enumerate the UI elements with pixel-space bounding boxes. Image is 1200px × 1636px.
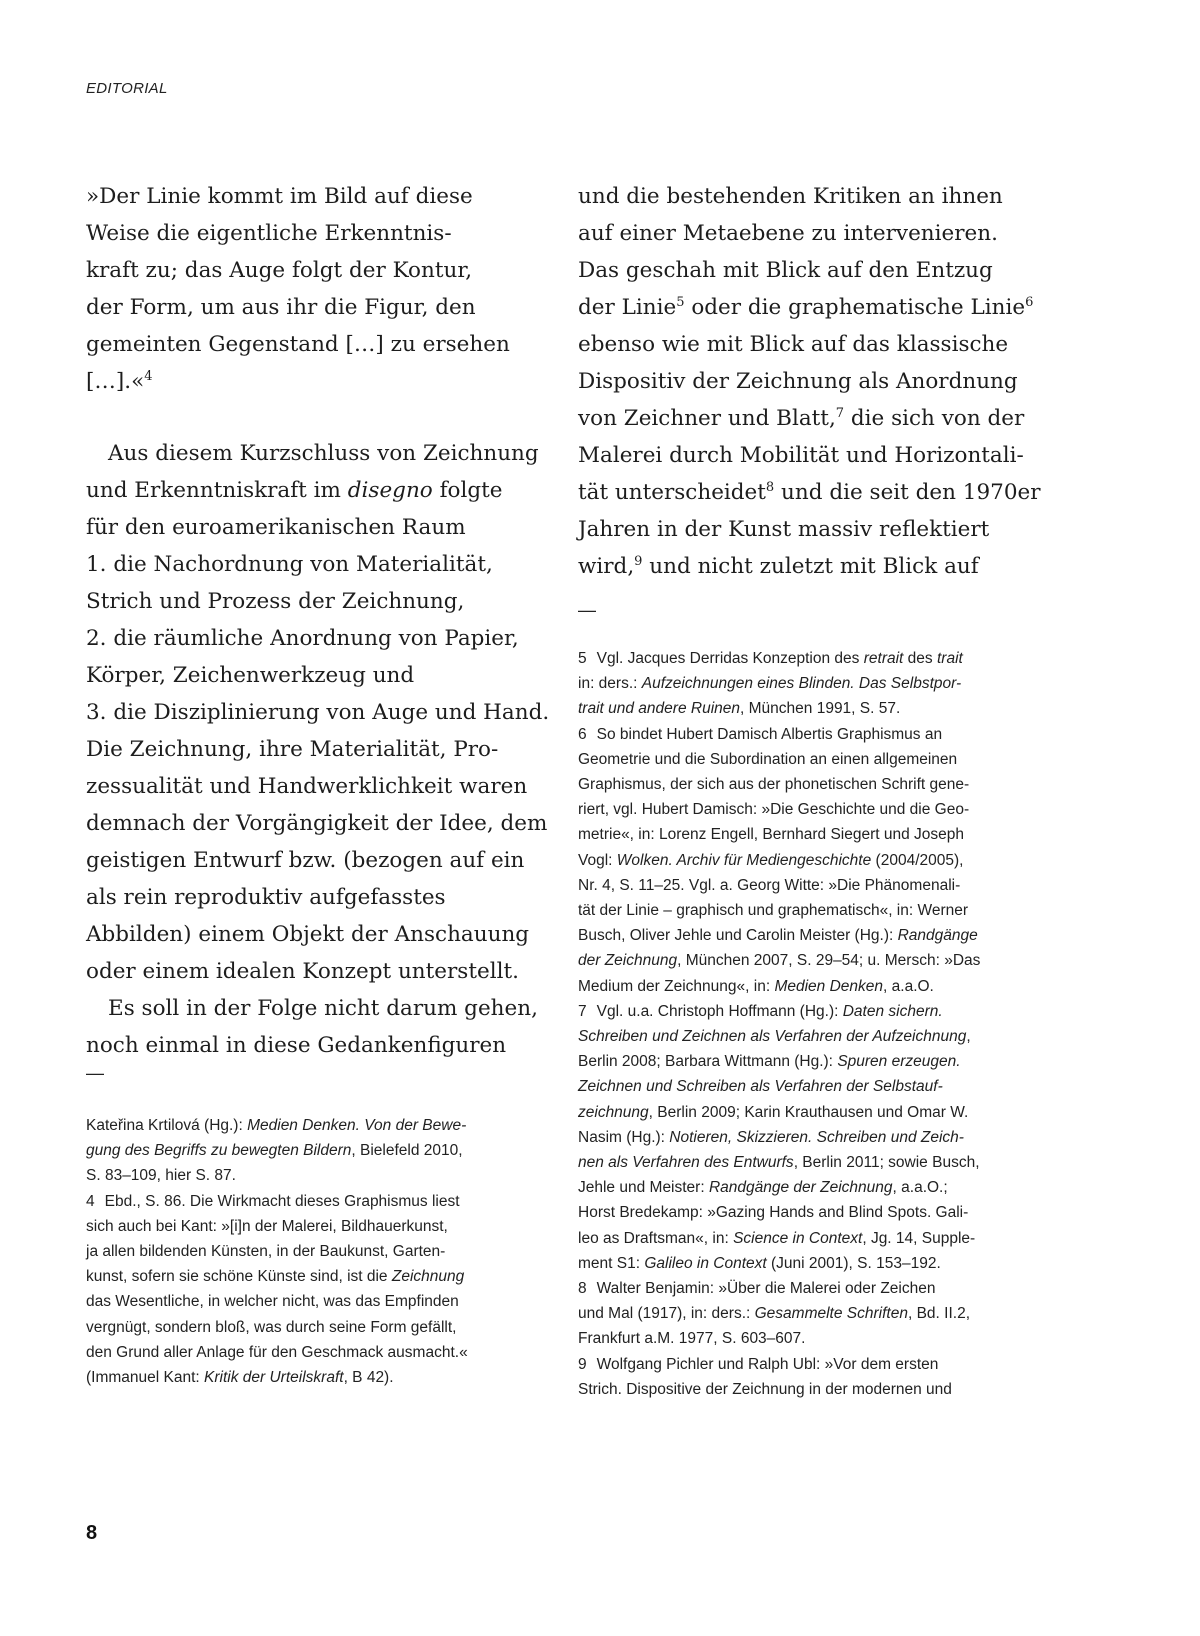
text-run: in: ders.: <box>578 675 638 693</box>
footnote-line: vergnügt, sondern bloß, was durch seine Form gefällt, <box>86 1318 457 1336</box>
paragraph-line: demnach der Vorgängigkeit der Idee, dem <box>86 811 548 836</box>
paragraph-line: Die Zeichnung, ihre Materialität, Pro- <box>86 737 499 762</box>
text-run: und nicht zuletzt mit Blick auf <box>649 554 979 579</box>
paragraph-line: Abbilden) einem Objekt der Anschauung <box>86 922 530 947</box>
emphasis: trait <box>936 650 963 667</box>
right-body-text <box>578 178 1048 585</box>
footnote-line <box>86 1365 526 1390</box>
footnote-line: Nr. 4, S. 11–25. Vgl. a. Georg Witte: »Die Phänomenali- <box>578 876 961 894</box>
title: Medien Denken <box>774 977 884 995</box>
text-run: , München 2007, S. 29–54; u. Mersch: »Das <box>677 952 981 970</box>
title: Galileo in Context <box>644 1254 767 1272</box>
footnote-line <box>578 1276 1028 1301</box>
text-run: folgte <box>439 478 503 503</box>
footnote-line <box>578 1074 1028 1099</box>
text-run: und Erkenntniskraft im <box>86 478 341 503</box>
right-column <box>578 178 1048 1398</box>
footnote-line: sich auch bei Kant: »[i]n der Malerei, Bildhauerkunst, <box>86 1217 448 1235</box>
footnote-line: metrie«, in: Lorenz Engell, Bernhard Siegert und Joseph <box>578 826 965 844</box>
title: trait und andere Ruinen <box>578 700 741 718</box>
paragraph-line: oder einem idealen Konzept unterstellt. <box>86 959 519 984</box>
paragraph-line: für den euroamerikanischen Raum <box>86 515 466 540</box>
text-run: Medium der Zeichnung«, in: <box>578 977 771 995</box>
title: Kritik der Urteilskraft <box>204 1369 344 1387</box>
left-footnotes <box>86 1113 526 1390</box>
footnote-ref-7[interactable]: 7 <box>835 406 845 421</box>
text-run: (2004/2005), <box>875 851 964 869</box>
paragraph-line: Körper, Zeichenwerkzeug und <box>86 663 415 688</box>
footnote-ref-5[interactable]: 5 <box>676 295 685 310</box>
title: Medien Denken. Von der Bewe- <box>247 1117 467 1134</box>
title: zeichnung <box>578 1103 649 1121</box>
footnote-ref-4[interactable]: 4 <box>144 369 153 384</box>
title: Science in Context <box>733 1229 863 1247</box>
footnote-line <box>578 1251 1028 1276</box>
text-run: Walter Benjamin: »Über die Malerei oder Zeichen <box>596 1280 936 1298</box>
text-run: der Linie <box>578 295 677 320</box>
paragraph-line <box>578 474 1048 511</box>
text-run: , a.a.O.; <box>892 1179 948 1197</box>
left-body-text <box>86 178 550 1064</box>
text-run: Nasim (Hg.): <box>578 1128 665 1146</box>
footnote-line: Frankfurt a.M. 1977, S. 603–607. <box>578 1330 806 1348</box>
paragraph-line: Dispositiv der Zeichnung als Anordnung <box>578 369 1018 394</box>
footnote-line <box>578 1024 1028 1049</box>
text-run: Busch, Oliver Jehle und Carolin Meister (Hg.): <box>578 927 894 945</box>
running-header: EDITORIAL <box>86 80 168 97</box>
paragraph-line: als rein reproduktiv aufgefasstes <box>86 885 446 910</box>
footnote-line: Geometrie und die Subordination an einen allgemeinen <box>578 750 958 768</box>
text-run: , Berlin 2009; Karin Krauthausen und Omar W. <box>648 1103 969 1121</box>
text-run: ment S1: <box>578 1254 641 1272</box>
paragraph-line: und die bestehenden Kritiken an ihnen <box>578 184 1003 209</box>
title: Randgänge der Zeichnung <box>708 1179 893 1197</box>
footnote-line: S. 83–109, hier S. 87. <box>86 1167 236 1185</box>
footnote-line: Strich. Dispositive der Zeichnung in der modernen und <box>578 1380 952 1398</box>
text-run: Vogl: <box>578 851 613 869</box>
paragraph-line: Jahren in der Kunst massiv reflektiert <box>578 517 990 542</box>
paragraph-line: zessualität und Handwerklichkeit waren <box>86 774 528 799</box>
title: der Zeichnung <box>578 952 678 970</box>
quote-line: kraft zu; das Auge folgt der Kontur, <box>86 258 473 283</box>
text-run: (Juni 2001), S. 153–192. <box>771 1254 941 1272</box>
footnote-line <box>578 974 1028 999</box>
title: Wolken. Archiv für Mediengeschichte <box>616 851 872 869</box>
footnote-line <box>86 1138 526 1163</box>
quote-line <box>86 363 546 400</box>
text-run: , München 1991, S. 57. <box>740 700 901 718</box>
title: Randgänge <box>897 927 978 945</box>
paragraph-line <box>578 289 1048 326</box>
footnote-separator: — <box>86 1063 104 1083</box>
footnote-number: 6 <box>578 725 587 743</box>
footnote-line <box>578 848 1028 873</box>
text-run: tät unterscheidet <box>578 480 766 505</box>
paragraph-line <box>86 472 546 509</box>
title: Zeichnen und Schreiben als Verfahren der Selbstauf- <box>578 1078 943 1096</box>
footnote-line: riert, vgl. Hubert Damisch: »Die Geschichte und die Geo- <box>578 801 970 819</box>
footnote-line <box>578 948 1028 973</box>
quote-line: der Form, um aus ihr die Figur, den <box>86 295 476 320</box>
footnote-line <box>578 1150 1028 1175</box>
footnote-ref-8[interactable]: 8 <box>765 480 775 495</box>
quote-line: gemeinten Gegenstand […] zu ersehen <box>86 332 510 357</box>
text-run: leo as Draftsman«, in: <box>578 1229 729 1247</box>
footnote-line <box>578 1049 1028 1074</box>
title: Daten sichern. <box>842 1002 943 1020</box>
text-run: und die seit den 1970er <box>781 480 1041 505</box>
paragraph-gap <box>86 400 546 435</box>
footnote-line <box>578 1301 1028 1326</box>
text-run: , a.a.O. <box>883 977 934 995</box>
quote-line: »Der Linie kommt im Bild auf diese <box>86 184 473 209</box>
footnote-line <box>86 1189 526 1214</box>
footnote-ref-9[interactable]: 9 <box>634 554 643 569</box>
text-run: , Jg. 14, Supple- <box>862 1229 976 1247</box>
paragraph-line: 2. die räumliche Anordnung von Papier, <box>86 626 519 651</box>
paragraph-line: auf einer Metaebene zu intervenieren. <box>578 221 998 246</box>
title: Aufzeichnungen eines Blinden. Das Selbstpor- <box>641 675 962 693</box>
paragraph-line <box>578 548 1048 585</box>
text-run: (Immanuel Kant: <box>86 1369 200 1387</box>
text-run: Kateřina Krtilová (Hg.): <box>86 1117 243 1134</box>
text-run: , <box>966 1028 971 1046</box>
footnote-line <box>578 923 1028 948</box>
text-run: des <box>907 650 933 667</box>
text-run: , Berlin 2011; sowie Busch, <box>793 1154 980 1172</box>
paragraph-line: geistigen Entwurf bzw. (bezogen auf ein <box>86 848 525 873</box>
footnote-line: tät der Linie – graphisch und graphematisch«, in: Werner <box>578 902 969 920</box>
footnote-line <box>86 1113 526 1138</box>
title: Spuren erzeugen. <box>837 1053 961 1071</box>
footnote-number: 8 <box>578 1280 587 1298</box>
paragraph-line: Es soll in der Folge nicht darum gehen, <box>108 996 538 1021</box>
text-run: Vgl. Jacques Derridas Konzeption des <box>596 650 860 667</box>
quote-line: Weise die eigentliche Erkenntnis- <box>86 221 452 246</box>
footnote-line <box>578 722 1028 747</box>
text-run: So bindet Hubert Damisch Albertis Graphismus an <box>596 725 943 743</box>
paragraph-line: Aus diesem Kurzschluss von Zeichnung <box>108 441 539 466</box>
text-run: Vgl. u.a. Christoph Hoffmann (Hg.): <box>596 1002 839 1020</box>
paragraph-line: noch einmal in diese Gedankenfiguren <box>86 1033 507 1058</box>
text-run: , Bd. II.2, <box>907 1305 970 1323</box>
footnote-number: 7 <box>578 1002 587 1020</box>
footnote-line <box>578 671 1028 696</box>
title: Notieren, Skizzieren. Schreiben und Zeich- <box>669 1128 964 1146</box>
text-run: , B 42). <box>343 1369 394 1387</box>
paragraph-line: 1. die Nachordnung von Materialität, <box>86 552 493 577</box>
footnote-line: Horst Bredekamp: »Gazing Hands and Blind Spots. Gali- <box>578 1204 969 1222</box>
footnote-line <box>578 1352 1028 1377</box>
text-run: Wolfgang Pichler und Ralph Ubl: »Vor dem ersten <box>596 1355 939 1373</box>
emphasis: Zeichnung <box>391 1268 465 1286</box>
page-number: 8 <box>86 1522 98 1544</box>
paragraph-line: ebenso wie mit Blick auf das klassische <box>578 332 1009 357</box>
footnote-line <box>578 1175 1028 1200</box>
paragraph-line: Strich und Prozess der Zeichnung, <box>86 589 465 614</box>
footnote-line <box>578 1125 1028 1150</box>
quote-end: […].« <box>86 369 145 394</box>
title: nen als Verfahren des Entwurfs <box>578 1154 794 1172</box>
text-run: von Zeichner und Blatt, <box>578 406 836 431</box>
text-run: oder die graphematische Linie <box>691 295 1026 320</box>
text-run: und Mal (1917), in: ders.: <box>578 1305 751 1323</box>
paragraph-line: 3. die Disziplinierung von Auge und Hand. <box>86 700 550 725</box>
footnote-separator: — <box>578 600 596 620</box>
text-run: Berlin 2008; Barbara Wittmann (Hg.): <box>578 1053 833 1071</box>
footnote-line: den Grund aller Anlage für den Geschmack ausmacht.« <box>86 1343 468 1361</box>
footnote-line <box>578 1100 1028 1125</box>
left-column <box>86 178 550 1387</box>
text-run: , Bielefeld 2010, <box>351 1142 463 1160</box>
footnote-number: 4 <box>86 1192 95 1210</box>
text-run: die sich von der <box>850 406 1025 431</box>
footnote-number: 5 <box>578 650 587 667</box>
footnote-line: das Wesentliche, in welcher nicht, was das Empfinden <box>86 1293 459 1311</box>
text-run: wird, <box>578 554 635 579</box>
footnote-line: ja allen bildenden Künsten, in der Baukunst, Garten- <box>86 1243 446 1261</box>
title: Gesammelte Schriften <box>754 1305 908 1323</box>
text-run: kunst, sofern sie schöne Künste sind, ist die <box>86 1268 388 1286</box>
footnote-line <box>86 1264 526 1289</box>
title: gung des Begriffs zu bewegten Bildern <box>86 1142 352 1160</box>
right-footnotes <box>578 646 1028 1402</box>
footnote-line <box>578 1226 1028 1251</box>
paragraph-line: Das geschah mit Blick auf den Entzug <box>578 258 993 283</box>
paragraph-line: Malerei durch Mobilität und Horizontali- <box>578 443 1024 468</box>
footnote-line <box>578 999 1028 1024</box>
paragraph-line <box>578 400 1048 437</box>
footnote-ref-6[interactable]: 6 <box>1025 295 1034 310</box>
emphasis: disegno <box>347 478 433 503</box>
footnote-number: 9 <box>578 1355 587 1373</box>
footnote-line <box>578 696 1028 721</box>
title: Schreiben und Zeichnen als Verfahren der Aufzeichnung <box>578 1028 967 1046</box>
emphasis: retrait <box>863 650 904 667</box>
footnote-line: Graphismus, der sich aus der phonetischen Schrift gene- <box>578 776 970 794</box>
footnote-line <box>578 646 1028 671</box>
text-run: Ebd., S. 86. Die Wirkmacht dieses Graphismus liest <box>104 1192 460 1210</box>
text-run: Jehle und Meister: <box>578 1179 705 1197</box>
